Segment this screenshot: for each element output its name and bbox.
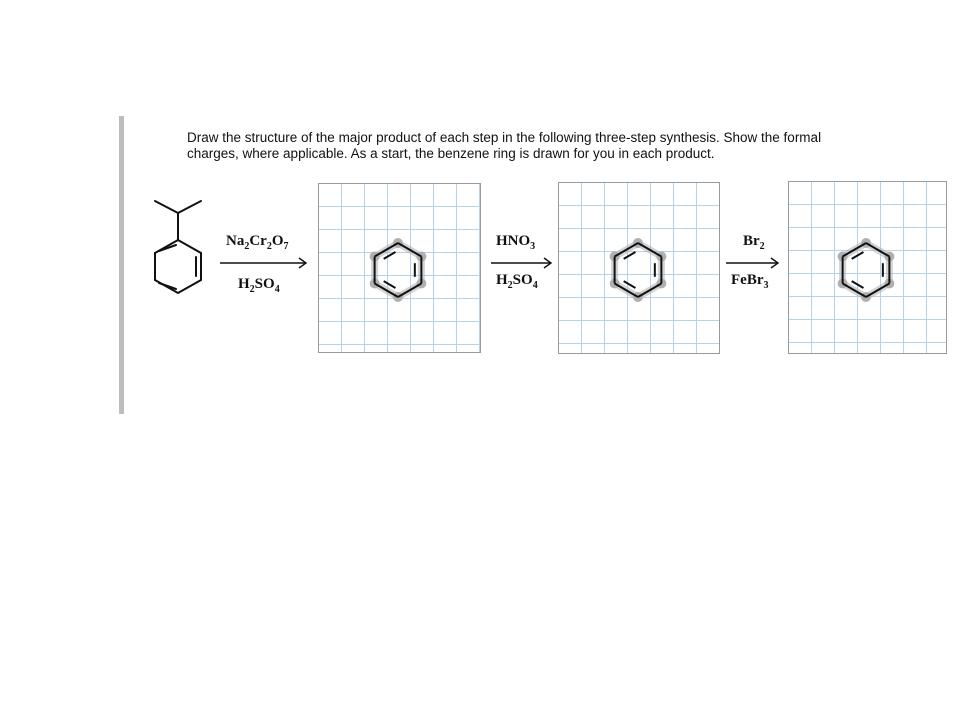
formula-text: Na [226, 233, 245, 249]
formula-text: Cr [249, 233, 267, 249]
product-canvas-2[interactable] [558, 182, 720, 354]
question-line-2: charges, where applicable. As a start, the benzene ring is drawn for you in each product. [187, 146, 715, 161]
formula-subscript: 2 [244, 241, 250, 252]
question-line-1: Draw the structure of the major product of each step in the following three-step synthesis. Show the formal [187, 130, 822, 145]
step-1-reagent-below [238, 276, 280, 295]
formula-subscript: 3 [763, 280, 769, 291]
formula-subscript: 2 [249, 284, 255, 295]
step-1-reagent-above [226, 233, 289, 252]
step-2-reagent-above [496, 233, 535, 252]
formula-subscript: 2 [759, 241, 765, 252]
starting-material [155, 201, 201, 293]
formula-subscript: 4 [274, 284, 280, 295]
formula-text: H [496, 272, 508, 288]
formula-subscript: 7 [283, 241, 289, 252]
step-3-reagent-below [731, 272, 768, 291]
product-canvas-1[interactable] [318, 183, 481, 353]
formula-text: FeBr [731, 272, 764, 288]
formula-text: SO [512, 272, 533, 288]
step-3-reagent-above [743, 233, 765, 252]
product-canvas-3[interactable] [788, 181, 947, 354]
formula-subscript: 3 [530, 241, 536, 252]
formula-subscript: 2 [266, 241, 272, 252]
formula-text: Br [743, 233, 760, 249]
formula-text: HNO [496, 233, 531, 249]
step-2-reagent-below [496, 272, 538, 291]
formula-text: H [238, 276, 250, 292]
formula-text: SO [254, 276, 275, 292]
formula-subscript: 2 [507, 280, 513, 291]
arrow-2 [491, 258, 551, 268]
formula-subscript: 4 [532, 280, 538, 291]
formula-text: O [271, 233, 284, 249]
arrow-3 [726, 258, 778, 268]
arrow-1 [220, 258, 306, 268]
